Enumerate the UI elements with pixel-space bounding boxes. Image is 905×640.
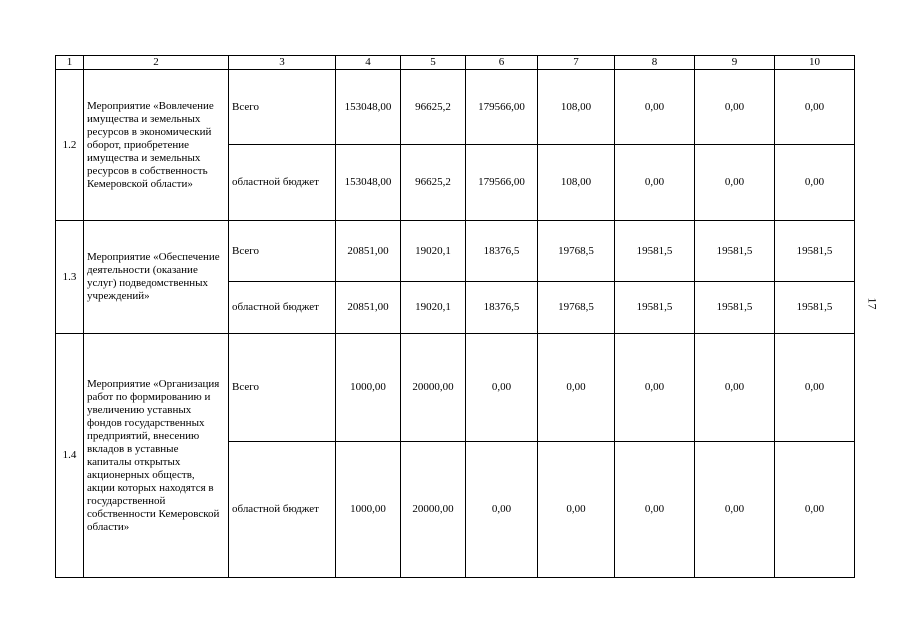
value-cell: 0,00 <box>695 145 775 221</box>
funding-source: Всего <box>229 221 336 282</box>
value-cell: 0,00 <box>775 442 855 578</box>
table-row <box>56 334 855 442</box>
value-cell: 19581,5 <box>615 221 695 282</box>
value-cell: 0,00 <box>615 70 695 145</box>
value-cell: 20000,00 <box>401 442 466 578</box>
row-number: 1.4 <box>56 334 84 578</box>
value-cell: 1000,00 <box>336 334 401 442</box>
value-cell: 20851,00 <box>336 282 401 334</box>
table-row <box>56 70 855 145</box>
value-cell: 0,00 <box>775 334 855 442</box>
header-cell: 1 <box>56 56 84 70</box>
value-cell: 19020,1 <box>401 221 466 282</box>
value-cell: 153048,00 <box>336 145 401 221</box>
funding-source: областной бюджет <box>229 145 336 221</box>
value-cell: 0,00 <box>695 70 775 145</box>
table-row <box>56 221 855 282</box>
header-cell: 2 <box>84 56 229 70</box>
value-cell: 19768,5 <box>538 221 615 282</box>
header-cell: 5 <box>401 56 466 70</box>
value-cell: 0,00 <box>615 145 695 221</box>
value-cell: 153048,00 <box>336 70 401 145</box>
value-cell: 0,00 <box>538 442 615 578</box>
row-number: 1.2 <box>56 70 84 221</box>
page-number: 17 <box>865 297 880 310</box>
value-cell: 0,00 <box>615 442 695 578</box>
value-cell: 0,00 <box>615 334 695 442</box>
value-cell: 20851,00 <box>336 221 401 282</box>
header-cell: 7 <box>538 56 615 70</box>
value-cell: 96625,2 <box>401 145 466 221</box>
value-cell: 179566,00 <box>466 70 538 145</box>
value-cell: 0,00 <box>466 334 538 442</box>
value-cell: 18376,5 <box>466 221 538 282</box>
funding-source: областной бюджет <box>229 442 336 578</box>
header-cell: 10 <box>775 56 855 70</box>
header-cell: 9 <box>695 56 775 70</box>
value-cell: 0,00 <box>775 145 855 221</box>
value-cell: 19581,5 <box>775 221 855 282</box>
row-number: 1.3 <box>56 221 84 334</box>
header-cell: 4 <box>336 56 401 70</box>
measure-name: Мероприятие «Обеспечение деятельности (оказание услуг) подведомственных учреждений» <box>84 221 229 334</box>
value-cell: 108,00 <box>538 145 615 221</box>
value-cell: 108,00 <box>538 70 615 145</box>
value-cell: 96625,2 <box>401 70 466 145</box>
program-table <box>55 55 855 578</box>
value-cell: 19020,1 <box>401 282 466 334</box>
value-cell: 19581,5 <box>615 282 695 334</box>
value-cell: 19768,5 <box>538 282 615 334</box>
funding-source: Всего <box>229 334 336 442</box>
value-cell: 19581,5 <box>695 221 775 282</box>
measure-name: Мероприятие «Вовлечение имущества и земельных ресурсов в экономический оборот, приобретение имущества и земельных ресурсов в собственность Кемеровской области» <box>84 70 229 221</box>
value-cell: 0,00 <box>695 442 775 578</box>
value-cell: 19581,5 <box>775 282 855 334</box>
value-cell: 1000,00 <box>336 442 401 578</box>
header-cell: 3 <box>229 56 336 70</box>
value-cell: 18376,5 <box>466 282 538 334</box>
value-cell: 0,00 <box>775 70 855 145</box>
value-cell: 0,00 <box>695 334 775 442</box>
measure-name: Мероприятие «Организация работ по формированию и увеличению уставных фондов государственных предприятий, внесению вкладов в уставные капиталы открытых акционерных обществ, акции которых находятся в государственной собственности Кемеровской области» <box>84 334 229 578</box>
funding-source: Всего <box>229 70 336 145</box>
header-cell: 6 <box>466 56 538 70</box>
header-row <box>56 56 855 70</box>
value-cell: 19581,5 <box>695 282 775 334</box>
value-cell: 0,00 <box>466 442 538 578</box>
funding-source: областной бюджет <box>229 282 336 334</box>
header-cell: 8 <box>615 56 695 70</box>
value-cell: 179566,00 <box>466 145 538 221</box>
value-cell: 20000,00 <box>401 334 466 442</box>
value-cell: 0,00 <box>538 334 615 442</box>
